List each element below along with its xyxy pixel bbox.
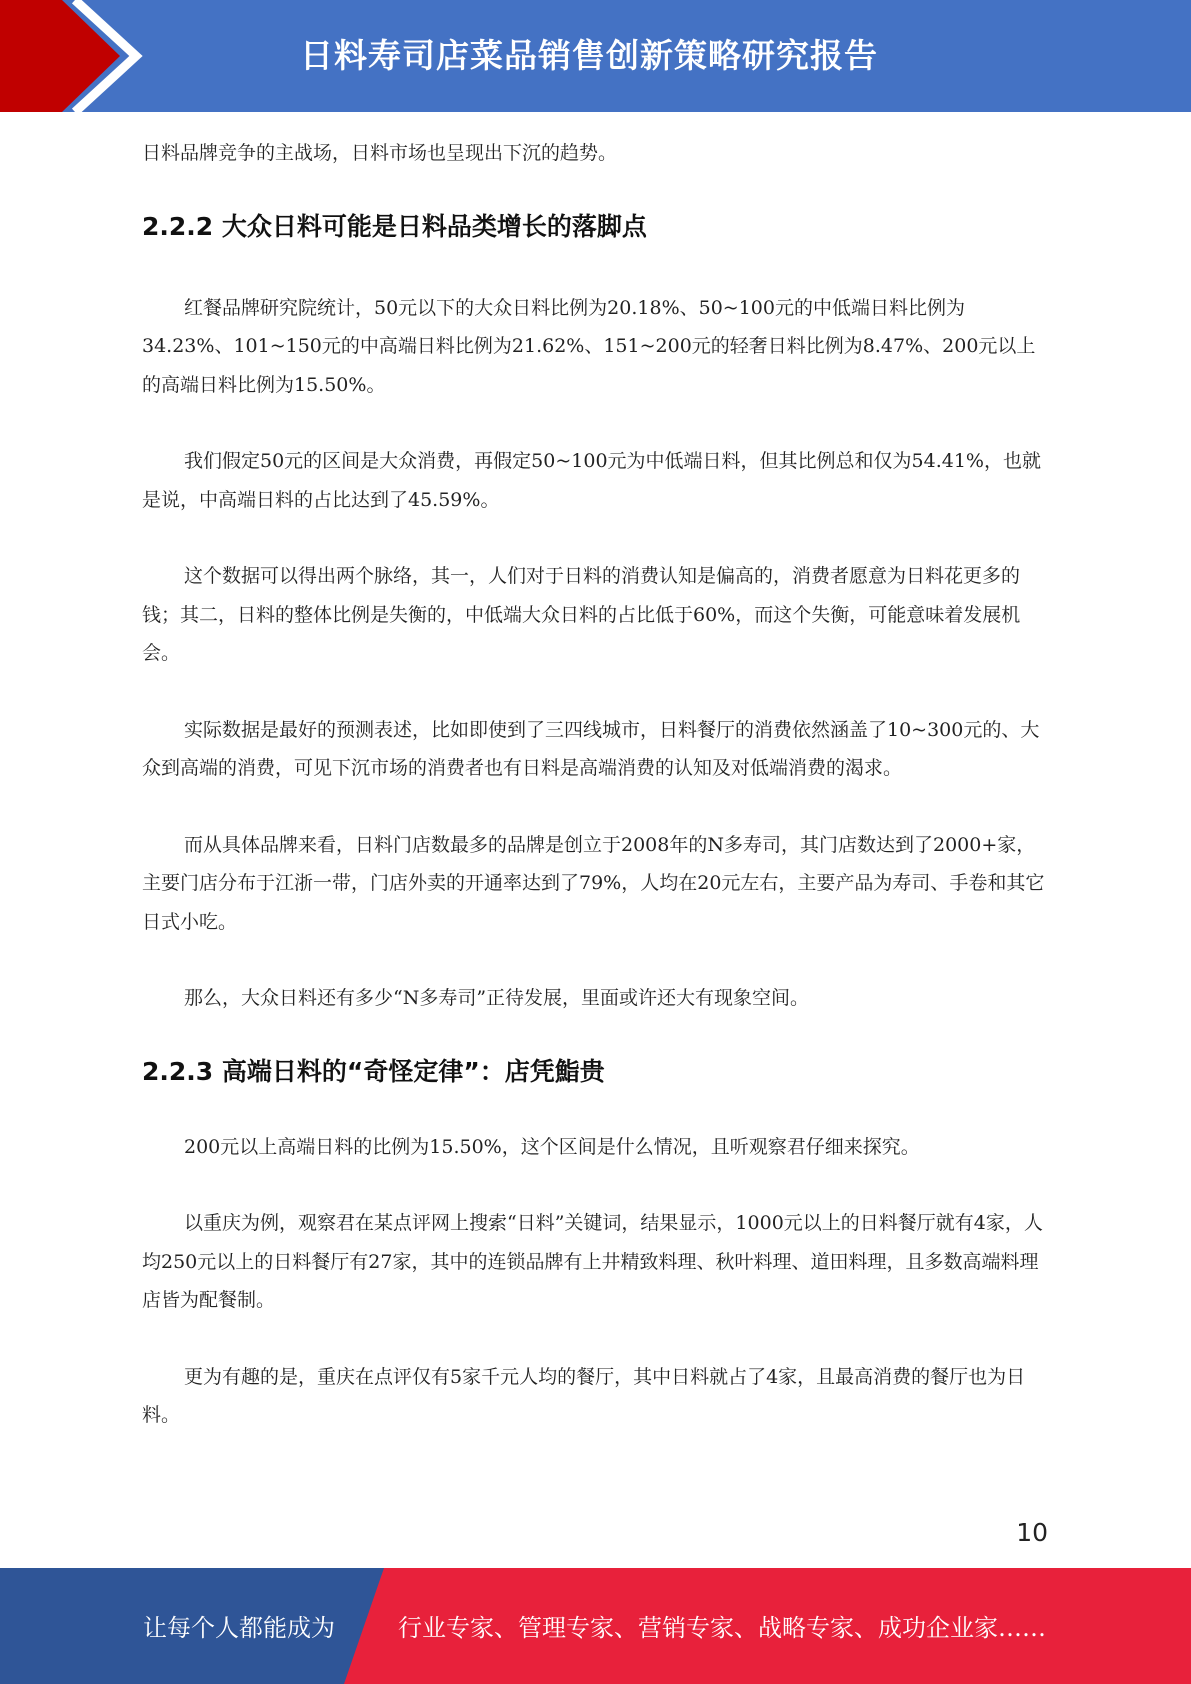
page-number: 10 xyxy=(1016,1518,1048,1547)
paragraph: 200元以上高端日料的比例为15.50%，这个区间是什么情况，且听观察君仔细来探究。 xyxy=(184,1135,920,1158)
paragraph: 实际数据是最好的预测表述，比如即使到了三四线城市，日料餐厅的消费依然涵盖了10~300元的、大众到高端的消费，可见下沉市场的消费者也有日料是高端消费的认知及对低端消费的渴求。 xyxy=(142,718,1040,779)
paragraph: 这个数据可以得出两个脉络，其一，人们对于日料的消费认知是偏高的，消费者愿意为日料花更多的钱；其二，日料的整体比例是失衡的，中低端大众日料的占比低于60%，而这个失衡，可能意味着发展机会。 xyxy=(142,565,1021,664)
paragraph: 那么，大众日料还有多少“N多寿司”正待发展，里面或许还大有现象空间。 xyxy=(184,987,810,1009)
paragraph: 以重庆为例，观察君在某点评网上搜索“日料”关键词，结果显示，1000元以上的日料餐厅就有4家，人均250元以上的日料餐厅有27家，其中的连锁品牌有上井精致料理、秋叶料理、道田料理，且多数高端料理店皆为配餐制。 xyxy=(142,1212,1043,1311)
intro-text: 日料品牌竞争的主战场，日料市场也呈现出下沉的趋势。 xyxy=(142,142,618,164)
report-title: 日料寿司店菜品销售创新策略研究报告 xyxy=(300,36,878,75)
footer-slogan: 让每个人都能成为 xyxy=(143,1614,335,1642)
section-heading-2-2-2: 2.2.2 大众日料可能是日料品类增长的落脚点 xyxy=(142,211,647,241)
paragraph: 我们假定50元的区间是大众消费，再假定50~100元为中低端日料，但其比例总和仅为54.41%，也就是说，中高端日料的占比达到了45.59%。 xyxy=(142,450,1041,511)
page-footer xyxy=(0,1568,1191,1684)
page-header xyxy=(0,0,1191,112)
paragraph: 红餐品牌研究院统计，50元以下的大众日料比例为20.18%、50~100元的中低端日料比例为34.23%、101~150元的中高端日料比例为21.62%、151~200元的轻奢日料比例为8.47%、200元以上的高端日料比例为15.50%。 xyxy=(142,296,1036,396)
page-content xyxy=(142,134,1049,1435)
paragraph: 更为有趣的是，重庆在点评仅有5家千元人均的餐厅，其中日料就占了4家，且最高消费的餐厅也为日料。 xyxy=(142,1365,1026,1426)
footer-tagline: 行业专家、管理专家、营销专家、战略专家、成功企业家…… xyxy=(398,1614,1046,1642)
section-heading-2-2-3: 2.2.3 高端日料的“奇怪定律”：店凭鮨贵 xyxy=(142,1056,605,1086)
paragraph: 而从具体品牌来看，日料门店数最多的品牌是创立于2008年的N多寿司，其门店数达到了2000+家，主要门店分布于江浙一带，门店外卖的开通率达到了79%，人均在20元左右，主要产品为寿司、手卷和其它日式小吃。 xyxy=(142,833,1045,933)
